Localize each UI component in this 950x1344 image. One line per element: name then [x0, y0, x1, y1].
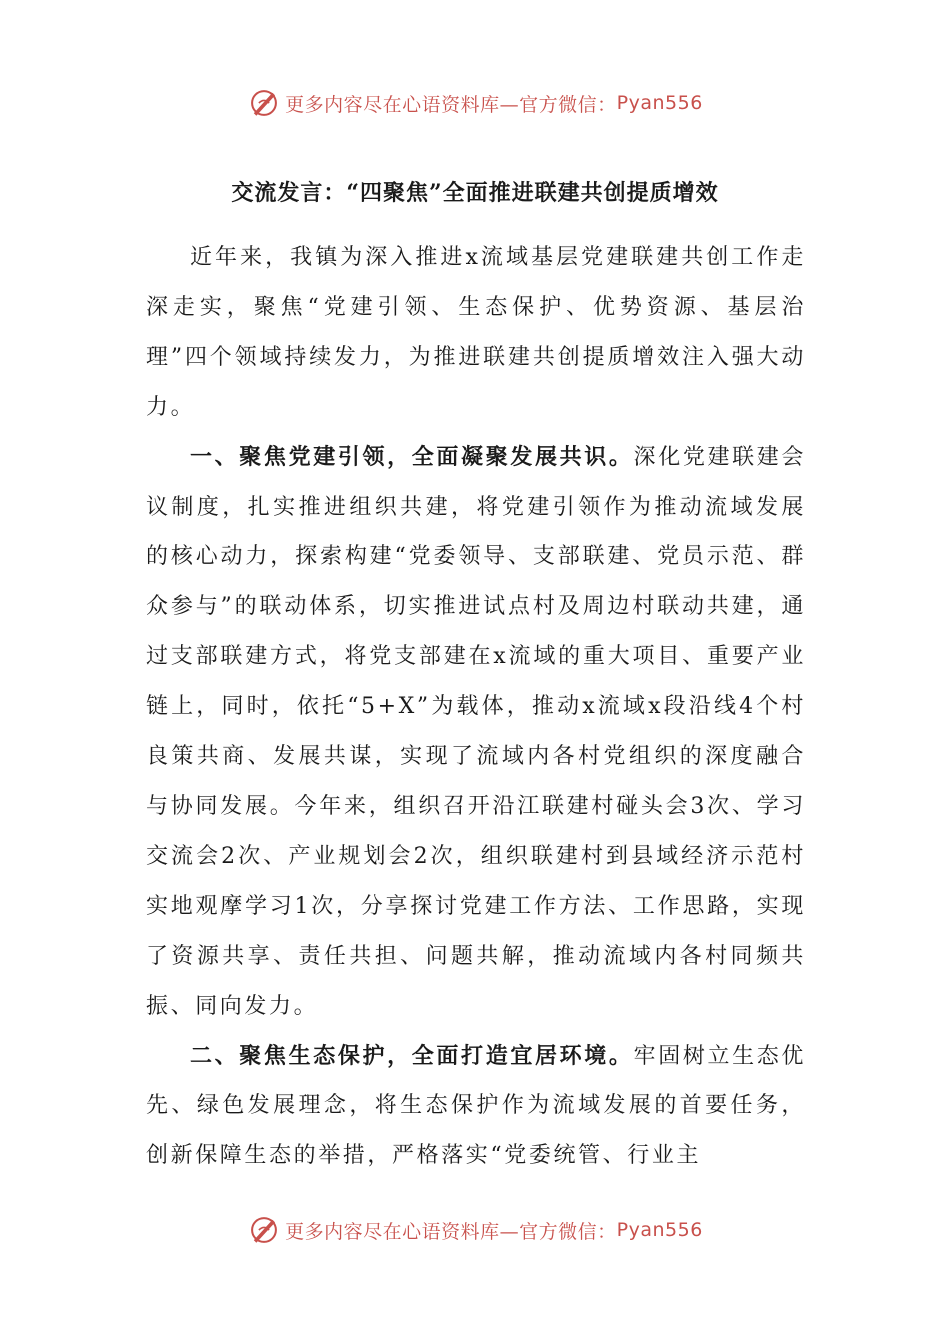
paragraph-text: 近年来，我镇为深入推进x流域基层党建联建共创工作走深走实，聚焦“党建引领、生态保护、优势资源、基层治理”四个领域持续发力，为推进联建共创提质增效注入强大动力。 — [146, 245, 806, 420]
paragraph-lead: 二、聚焦生态保护，全面打造宜居环境。 — [190, 1042, 634, 1069]
watermark-top — [0, 83, 950, 123]
document-body — [146, 233, 806, 1181]
watermark-bottom — [0, 1210, 950, 1250]
watermark-wechat-id: Pyan556 — [616, 1219, 703, 1241]
paragraph-section-2 — [146, 1032, 806, 1182]
paragraph-intro — [146, 233, 806, 433]
paragraph-lead: 一、聚焦党建引领，全面凝聚发展共识。 — [190, 443, 634, 470]
watermark-wechat-id: Pyan556 — [616, 92, 703, 114]
pen-logo-icon — [247, 86, 281, 120]
paragraph-text: 深化党建联建会议制度，扎实推进组织共建，将党建引领作为推动流域发展的核心动力，探索构建“党委领导、支部联建、党员示范、群众参与”的联动体系，切实推进试点村及周边村联动共建，通过支部联建方式，将党支部建在x流域的重大项目、重要产业链上，同时，依托“5+X”为载体，推动x流域x段沿线4个村良策共商、发展共谋，实现了流域内各村党组织的深度融合与协同发展。今年来，组织召开沿江联建村碰头会3次、学习交流会2次、产业规划会2次，组织联建村到县域经济示范村实地观摩学习1次，分享探讨党建工作方法、工作思路，实现了资源共享、责任共担、问题共解，推动流域内各村同频共振、同向发力。 — [146, 444, 806, 1019]
watermark-text: 更多内容尽在心语资料库—官方微信： — [285, 93, 617, 116]
watermark-text: 更多内容尽在心语资料库—官方微信： — [285, 1220, 617, 1243]
paragraph-section-1 — [146, 433, 806, 1032]
document-title: 交流发言：“四聚焦”全面推进联建共创提质增效 — [231, 180, 719, 206]
paragraph-text: 牢固树立生态优先、绿色发展理念，将生态保护作为流域发展的首要任务，创新保障生态的举措，严格落实“党委统管、行业主 — [146, 1043, 806, 1169]
pen-logo-icon — [247, 1213, 281, 1247]
